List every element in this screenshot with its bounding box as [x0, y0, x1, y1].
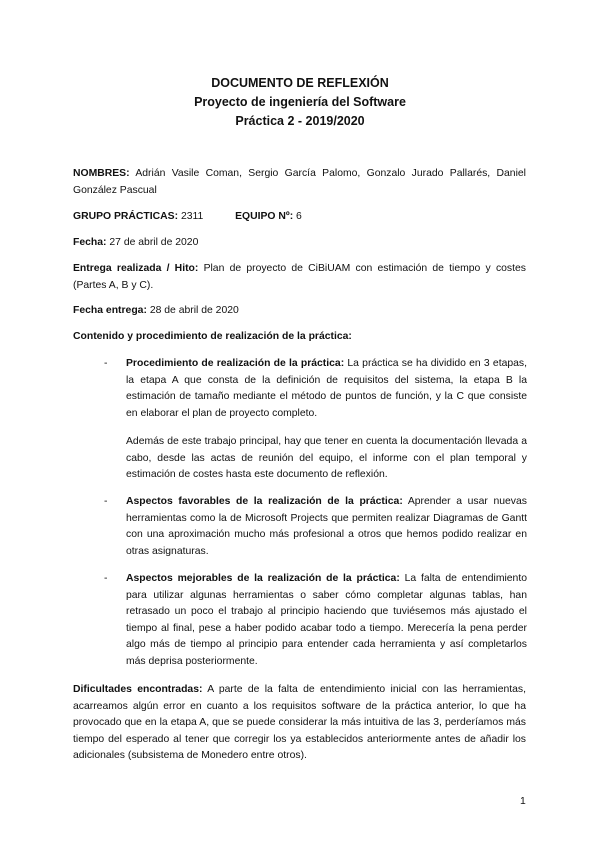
entrega-value: Plan de proyecto de CiBiUAM con estimación de tiempo y costes (Partes A, B y C). [73, 263, 526, 291]
page-number: 1 [520, 796, 526, 807]
bullet-mejorables-label: Aspectos mejorables de la realización de la práctica: [126, 573, 400, 584]
fecha-field [73, 235, 526, 252]
bullet-procedimiento-label: Procedimiento de realización de la práctica: [126, 358, 345, 369]
bullet-favorables-text: Aprender a usar nuevas herramientas como la de Microsoft Projects que permiten realizar Diagramas de Gantt con una aproximación mucho más profesional a otros que hemos podido realizar en otras asignaturas. [126, 496, 527, 557]
bullet-dash-3: - [104, 573, 108, 584]
fecha-entrega-field [73, 303, 526, 320]
nombres-value: Adrián Vasile Coman, Sergio García Palomo, Gonzalo Jurado Pallarés, Daniel González Pascual [73, 168, 526, 196]
doc-title: DOCUMENTO DE REFLEXIÓN [211, 76, 389, 90]
bullet-dash-2: - [104, 496, 108, 507]
dificultades-label: Dificultades encontradas: [73, 684, 203, 695]
doc-subtitle: Proyecto de ingeniería del Software [194, 95, 406, 109]
bullet-procedimiento [126, 356, 527, 422]
bullet-favorables [126, 494, 527, 560]
dificultades-text: A parte de la falta de entendimiento inicial con las herramientas, acarreamos algún error en cuanto a los requisitos software de la práctica anterior, lo que ha provocado que en la etapa A, que se puede considerar la más intuitiva de las 3, perderíamos más tiempo del esperado al tener que corregir los ya establecidos anteriormente antes de añadir los adicionales (subsistema de Monedero entre otros). [73, 684, 526, 762]
bullet-mejorables [126, 571, 527, 671]
section-heading: Contenido y procedimiento de realización de la práctica: [73, 331, 352, 342]
nombres-field [73, 166, 526, 199]
bullet-procedimiento-extra: Además de este trabajo principal, hay que tener en cuenta la documentación llevada a cabo, desde las actas de reunión del equipo, el informe con el plan temporal y estimación de costes hasta este documento de reflexión. [126, 436, 527, 481]
bullet-procedimiento-text: La práctica se ha dividido en 3 etapas, la etapa A que consta de la definición de requisitos del sistema, la etapa B la estimación de tamaño mediante el método de puntos de función, y la C que consiste en elaborar el plan de proyecto completo. [126, 358, 527, 419]
bullet-dash-1: - [104, 358, 108, 369]
grupo-value: 2311 [180, 211, 204, 222]
bullet-favorables-label: Aspectos favorables de la realización de la práctica: [126, 496, 403, 507]
fecha-entrega-label: Fecha entrega: [73, 305, 147, 316]
fecha-entrega-value: 28 de abril de 2020 [149, 305, 239, 316]
doc-practica: Práctica 2 - 2019/2020 [235, 114, 365, 128]
equipo-value: 6 [296, 211, 302, 222]
dificultades-paragraph [73, 682, 526, 765]
grupo-equipo-field [73, 209, 526, 226]
nombres-label: NOMBRES: [73, 168, 130, 179]
bullet-mejorables-text: La falta de entendimiento para utilizar algunas herramientas o saber cómo completar algunas tablas, han retrasado un poco el trabajo al principio haciendo que tuviésemos más ajustado el tiempo al final, pese a haber podido acabar todo a tiempo. Merecería la pena perder algo más de tiempo al principio para entender cada herramienta y así completarlos más deprisa posteriormente. [126, 573, 528, 667]
entrega-field [73, 261, 526, 294]
equipo-label: EQUIPO Nº: [235, 211, 294, 222]
fecha-label: Fecha: [73, 237, 107, 248]
fecha-value: 27 de abril de 2020 [109, 237, 199, 248]
entrega-label: Entrega realizada / Hito: [73, 263, 199, 274]
grupo-label: GRUPO PRÁCTICAS: [73, 211, 179, 222]
